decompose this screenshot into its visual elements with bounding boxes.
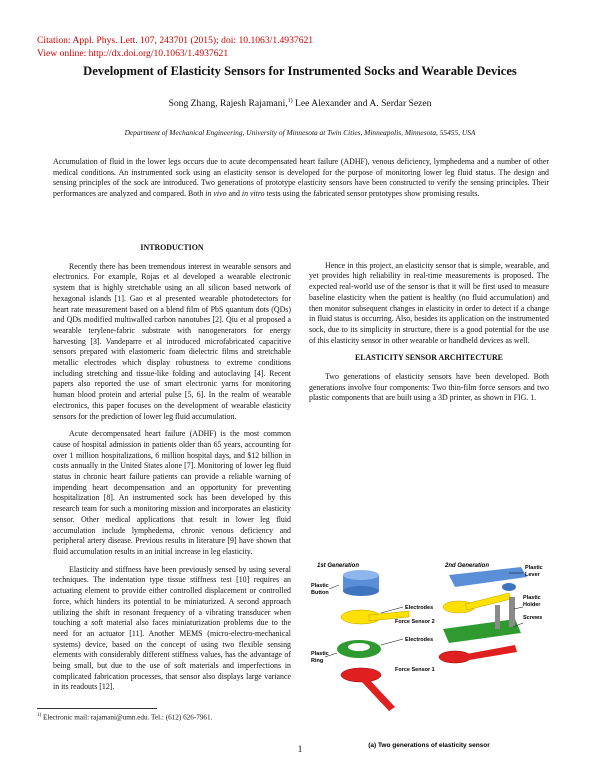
abstract-and: and bbox=[226, 188, 242, 198]
figure-1 bbox=[309, 557, 549, 755]
abstract-in-vivo: in vivo bbox=[205, 188, 227, 198]
fig-caption: (a) Two generations of elasticity sensor bbox=[368, 742, 490, 749]
fig-button-top bbox=[343, 570, 379, 580]
fig-label-plastic-holder: Plastic Holder bbox=[523, 595, 541, 608]
intro-paragraph-1: Recently there has been tremendous interest in wearable sensors and electronics. For example, Rojas et al developed a wearable electronic system that is highly stretchable using an all silicon based network of hexagonal islands [1]. Gao et al presented wearable photodetectors for heart rate measurement based on a blend film of PbS quantum dots (QDs) and QDs modified multiwalled carbon nanotubes [2]. Qiu et al proposed a wearable terylene-fabric substrate with nanogenerators for energy harvesting [3]. Vandeparre et al introduced microfabricated capacitive sensors prepared with elastomeric foam dielectric films and stretchable metallic electrodes which display robustness to extreme conditions including stretching and tissue-like folding and autoclaving [4]. Recent papers also reported the use of smart electronic yarns for monitoring human blood protein and arterial pulse [5, 6]. In the realm of wearable electronics, this paper focuses on the development of wearable elasticity sensors for the prediction of lower leg fluid accumulation. bbox=[53, 261, 291, 421]
authors-part2: Lee Alexander and A. Serdar Sezen bbox=[292, 98, 432, 110]
footnote-mark: 1) bbox=[37, 713, 42, 718]
fig-leader-screws bbox=[514, 607, 523, 609]
left-column bbox=[53, 243, 291, 700]
intro-paragraph-4: Hence in this project, an elasticity sensor that is simple, wearable, and yet provides high reliability in real-time measurements is proposed. The expected real-world use of the sensor is that it will be first used to measure baseline elasticity when the patient is healthy (no fluid accumulation) and then monitor subsequent changes in elasticity in order to detect if a change in fluid status is occurring. Also, besides its application on the instrumented sock, due to its simplicity in structure, there is a good potential for the use of this elasticity sensor in other wearable or handheld devices as well. bbox=[309, 260, 549, 345]
fig-lever-knob bbox=[502, 583, 516, 591]
abstract bbox=[53, 157, 549, 199]
fig-label-electrodes-1: Electrodes bbox=[405, 605, 434, 611]
fig-leader-button bbox=[329, 585, 339, 589]
citation-block bbox=[37, 34, 313, 60]
footnote-text: Electronic mail: rajamani@umn.edu. Tel.: (612) 626-7961. bbox=[41, 713, 213, 722]
fig-button-bottom bbox=[343, 586, 379, 596]
affiliation: Department of Mechanical Engineering, University of Minnesota at Twin Cities, Minneapolis, Minnesota, 55455, USA bbox=[124, 128, 476, 137]
fig-label-plastic-lever: Plastic Lever bbox=[525, 565, 543, 578]
fig-gen1-label: 1st Generation bbox=[317, 563, 360, 569]
doi-link[interactable]: View online: http://dx.doi.org/10.1063/1.4937621 bbox=[37, 48, 229, 59]
fig-label-screws: Screws bbox=[523, 615, 543, 621]
intro-paragraph-2: Acute decompensated heart failure (ADHF) is the most common cause of hospital admission in patients older than 65 years, accounting for over 1 million hospitalizations, 6 million hospital days, and $12 billion in costs annually in the United States alone [7]. Monitoring of lower leg fluid status in chronic heart failure patients can provide a reliable warning of impending heart decompensation and an opportunity for preventing hospitalization [8]. An instrumented sock has been developed by this research team for such a monitoring mission and incorporates an elasticity sensor. Other medical applications that result in lower leg fluid accumulation include lymphedema, chronic venous deficiency and peripheral artery disease. Previous results in literature [9] have shown that fluid accumulation results in an initial increase in leg elasticity. bbox=[53, 429, 291, 556]
footnote bbox=[37, 713, 212, 721]
fig-label-force-sensor-1: Force Sensor 1 bbox=[395, 667, 435, 673]
intro-paragraph-3-cont bbox=[309, 243, 549, 254]
author-list bbox=[0, 98, 600, 109]
fig-gen2-label: 2nd Generation bbox=[445, 563, 490, 569]
footnote-rule bbox=[37, 708, 157, 709]
fig-ring-hole bbox=[348, 643, 370, 651]
fig-sensor1-tail bbox=[361, 677, 395, 711]
abstract-text-end: tests using the fabricated sensor prototypes show promising results. bbox=[264, 188, 480, 198]
fig-leader-electrodes-2 bbox=[381, 639, 403, 645]
right-column bbox=[309, 243, 549, 411]
paper-title: Development of Elasticity Sensors for Instrumented Socks and Wearable Devices bbox=[83, 64, 517, 78]
architecture-paragraph-1: Two generations of elasticity sensors have been developed. Both generations involve four components: Two thin-film force sensors and two plastic components that are built using a 3D printer, as shown in FIG. 1. bbox=[309, 372, 549, 403]
page-number: 1 bbox=[297, 744, 303, 755]
fig-label-plastic-button: Plastic Button bbox=[311, 583, 329, 596]
architecture-heading: ELASTICITY SENSOR ARCHITECTURE bbox=[355, 353, 503, 363]
abstract-text: Accumulation of fluid in the lower legs occurs due to acute decompensated heart failure (ADHF), venous deficiency, lymphedema and a number of other medical conditions. An instrumented sock using an elasticity sensor is developed for the purpose of monitoring lower leg fluid status. The design and sensing principles of the sock are introduced. Two generations of prototype elasticity sensors have been constructed to verify the sensing principles. Their performances are analyzed and compared. Both bbox=[53, 157, 549, 198]
intro-paragraph-3: Elasticity and stiffness have been previously sensed by using several techniques. The indentation type tissue stiffness test [10] requires an actuating element to provide either controlled displacement or controlled force, which hinders its potential to be miniaturized. A second approach utilizing the shift in resonant frequency of a vibrating transducer when touching a soft material also faces miniaturization problems due to the need for an actuator [11]. Another MEMS (micro-electro-mechanical systems) device, based on the concept of using two flexible sensing elements with considerably different stiffness values, has the advantage of being small, but due to the use of soft materials and imperfections in complicated fabrication processes, that sensor also displays large variance in its readouts [12]. bbox=[53, 564, 291, 692]
fig-screw-2 bbox=[495, 605, 500, 629]
fig-sensor1-disk bbox=[341, 668, 381, 682]
citation-line[interactable]: Citation: Appl. Phys. Lett. 107, 243701 (2015); doi: 10.1063/1.4937621 bbox=[37, 35, 314, 46]
authors-part1: Song Zhang, Rajesh Rajamani, bbox=[168, 98, 288, 110]
fig-gen2-sensor1-tail bbox=[461, 645, 517, 661]
fig-label-plastic-ring: Plastic Ring bbox=[311, 651, 329, 664]
intro-heading: INTRODUCTION bbox=[140, 243, 204, 252]
fig-label-force-sensor-2: Force Sensor 2 bbox=[395, 619, 435, 625]
fig-label-electrodes-2: Electrodes bbox=[405, 637, 434, 643]
fig-lever bbox=[449, 567, 527, 587]
author-footnote-mark: 1) bbox=[287, 98, 293, 104]
abstract-in-vitro: in vitro bbox=[241, 188, 265, 198]
fig-screw-1 bbox=[509, 597, 515, 627]
figure-1-drawing bbox=[309, 557, 549, 755]
fig-gen2-sensor2-tail bbox=[465, 593, 511, 610]
